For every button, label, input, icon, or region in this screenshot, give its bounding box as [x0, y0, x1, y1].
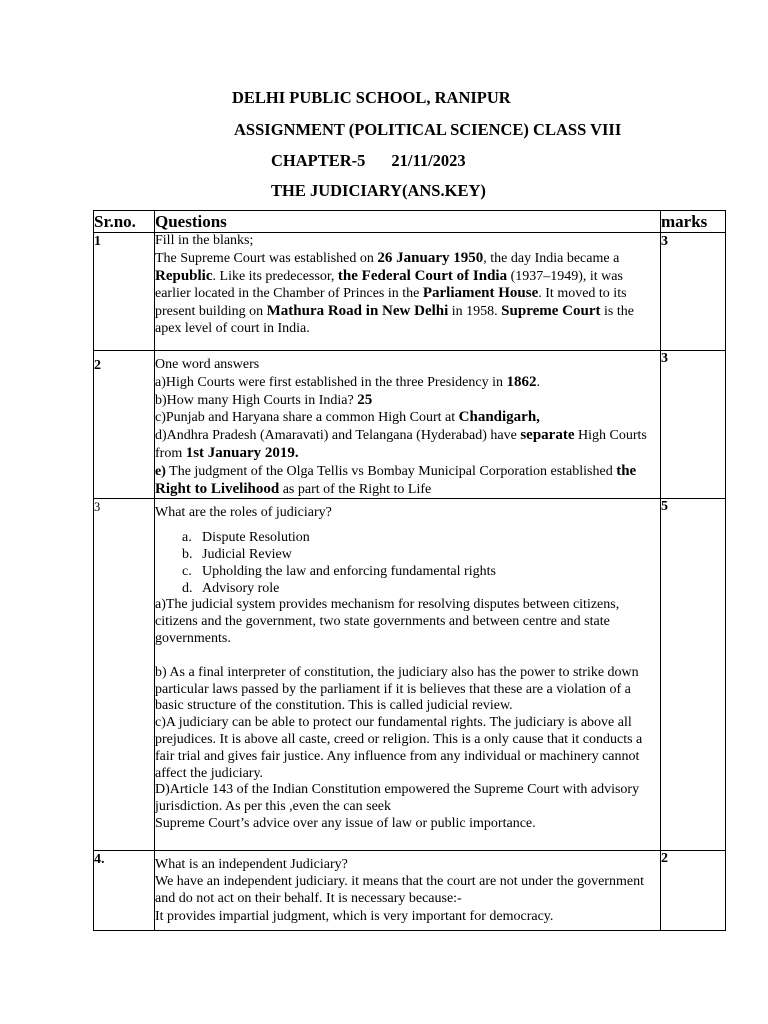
marks-value: 3	[661, 351, 726, 499]
fill-blanks-paragraph: The Supreme Court was established on 26 January 1950, the day India became a Republic. Like its predecessor, the Federal Court of India (1937–1949), it was earlier located in the Chamber of Princes in the Parliament House. It moved to its present building on Mathura Road in New Delhi in 1958. Supreme Court is the apex level of court in India.	[155, 249, 634, 336]
school-name: DELHI PUBLIC SCHOOL, RANIPUR	[232, 88, 511, 107]
question-cell	[155, 499, 661, 851]
answer: 26 January 1950	[377, 249, 484, 266]
answer-line-e: e) The judgment of the Olga Tellis vs Bombay Municipal Corporation established the Right to Livelihood as part of the Right to Life	[155, 462, 637, 497]
answer-paragraph-b: b) As a final interpreter of constitution, the judiciary also has the power to strike down particular laws passed by the parliament if it is believes that these are a violation of a basic structure of the constitution. This is called judicial review.	[155, 664, 639, 714]
answer: Supreme Court	[501, 303, 601, 320]
answer-line-d: d)Andhra Pradesh (Amaravati) and Telangana (Hyderabad) have separate High Courts from 1st January 2019.	[155, 427, 647, 461]
bullet-answer: It provides impartial judgment, which is very important for democracy.	[155, 908, 554, 924]
list-item: b. Judicial Review	[182, 546, 292, 562]
table-row-q1	[94, 233, 726, 351]
question-text: What are the roles of judiciary?	[155, 505, 332, 521]
answer-line-c: c)Punjab and Haryana share a common High Court at Chandigarh,	[155, 409, 540, 426]
question-number: 1	[94, 233, 155, 351]
header-questions: Questions	[155, 211, 661, 233]
table-row-q2	[94, 351, 726, 499]
table-row-q3	[94, 499, 726, 851]
answer: the Federal Court of India	[337, 267, 508, 284]
table-row-q4	[94, 851, 726, 931]
question-intro: Fill in the blanks;	[155, 233, 254, 248]
answer-paragraph-a: a)The judicial system provides mechanism for resolving disputes between citizens, citizens and the government, two state governments and between centre and state governments.	[155, 597, 620, 646]
question-cell	[155, 351, 661, 499]
answer-paragraph-e: Supreme Court’s advice over any issue of law or public importance.	[155, 815, 536, 831]
question-intro: One word answers	[155, 357, 260, 372]
answer-paragraph: We have an independent judiciary. it means that the court are not under the government and do not act on their behalf. It is necessary because:-	[155, 874, 644, 906]
chapter-line	[271, 151, 466, 171]
answer-key-table	[93, 210, 726, 931]
list-item: d. Advisory role	[182, 580, 280, 596]
question-number: 4.	[94, 851, 155, 931]
assignment-date: 21/11/2023	[391, 151, 466, 170]
question-text: What is an independent Judiciary?	[155, 857, 348, 873]
chapter-label: CHAPTER-5	[271, 151, 366, 170]
answer-line-a: a)High Courts were first established in the three Presidency in 1862.	[155, 373, 540, 390]
marks-value: 2	[661, 851, 726, 931]
header-srno: Sr.no.	[94, 211, 155, 233]
question-number: 2	[94, 351, 155, 499]
question-number: 3	[94, 499, 155, 851]
answer-line-b: b)How many High Courts in India? 25	[155, 391, 373, 408]
answer: Mathura Road in New Delhi	[266, 303, 449, 320]
assignment-title: ASSIGNMENT (POLITICAL SCIENCE) CLASS VIII	[234, 120, 622, 139]
marks-value: 5	[661, 499, 726, 851]
roles-list	[155, 530, 660, 597]
chapter-title: THE JUDICIARY(ANS.KEY)	[271, 181, 486, 200]
answer-paragraph-c: c)A judiciary can be able to protect our fundamental rights. The judiciary is above all prejudices. It is above all caste, creed or religion. This is a only cause that it conducts a fair trial and gives fair justice. Any influence from any individual or machinery cannot affect the judiciary.	[155, 715, 643, 781]
answer: Parliament House	[422, 285, 539, 302]
answer-paragraph-d: D)Article 143 of the Indian Constitution empowered the Supreme Court with advisory jurisdiction. As per this ,even the can seek	[155, 782, 640, 815]
question-cell	[155, 233, 661, 351]
header-marks: marks	[661, 211, 726, 233]
question-cell	[155, 851, 661, 931]
answer: Republic	[155, 267, 213, 284]
list-item: a. Dispute Resolution	[182, 530, 310, 546]
marks-value: 3	[661, 233, 726, 351]
list-item: c. Upholding the law and enforcing fundamental rights	[182, 563, 496, 579]
table-header-row	[94, 211, 726, 233]
